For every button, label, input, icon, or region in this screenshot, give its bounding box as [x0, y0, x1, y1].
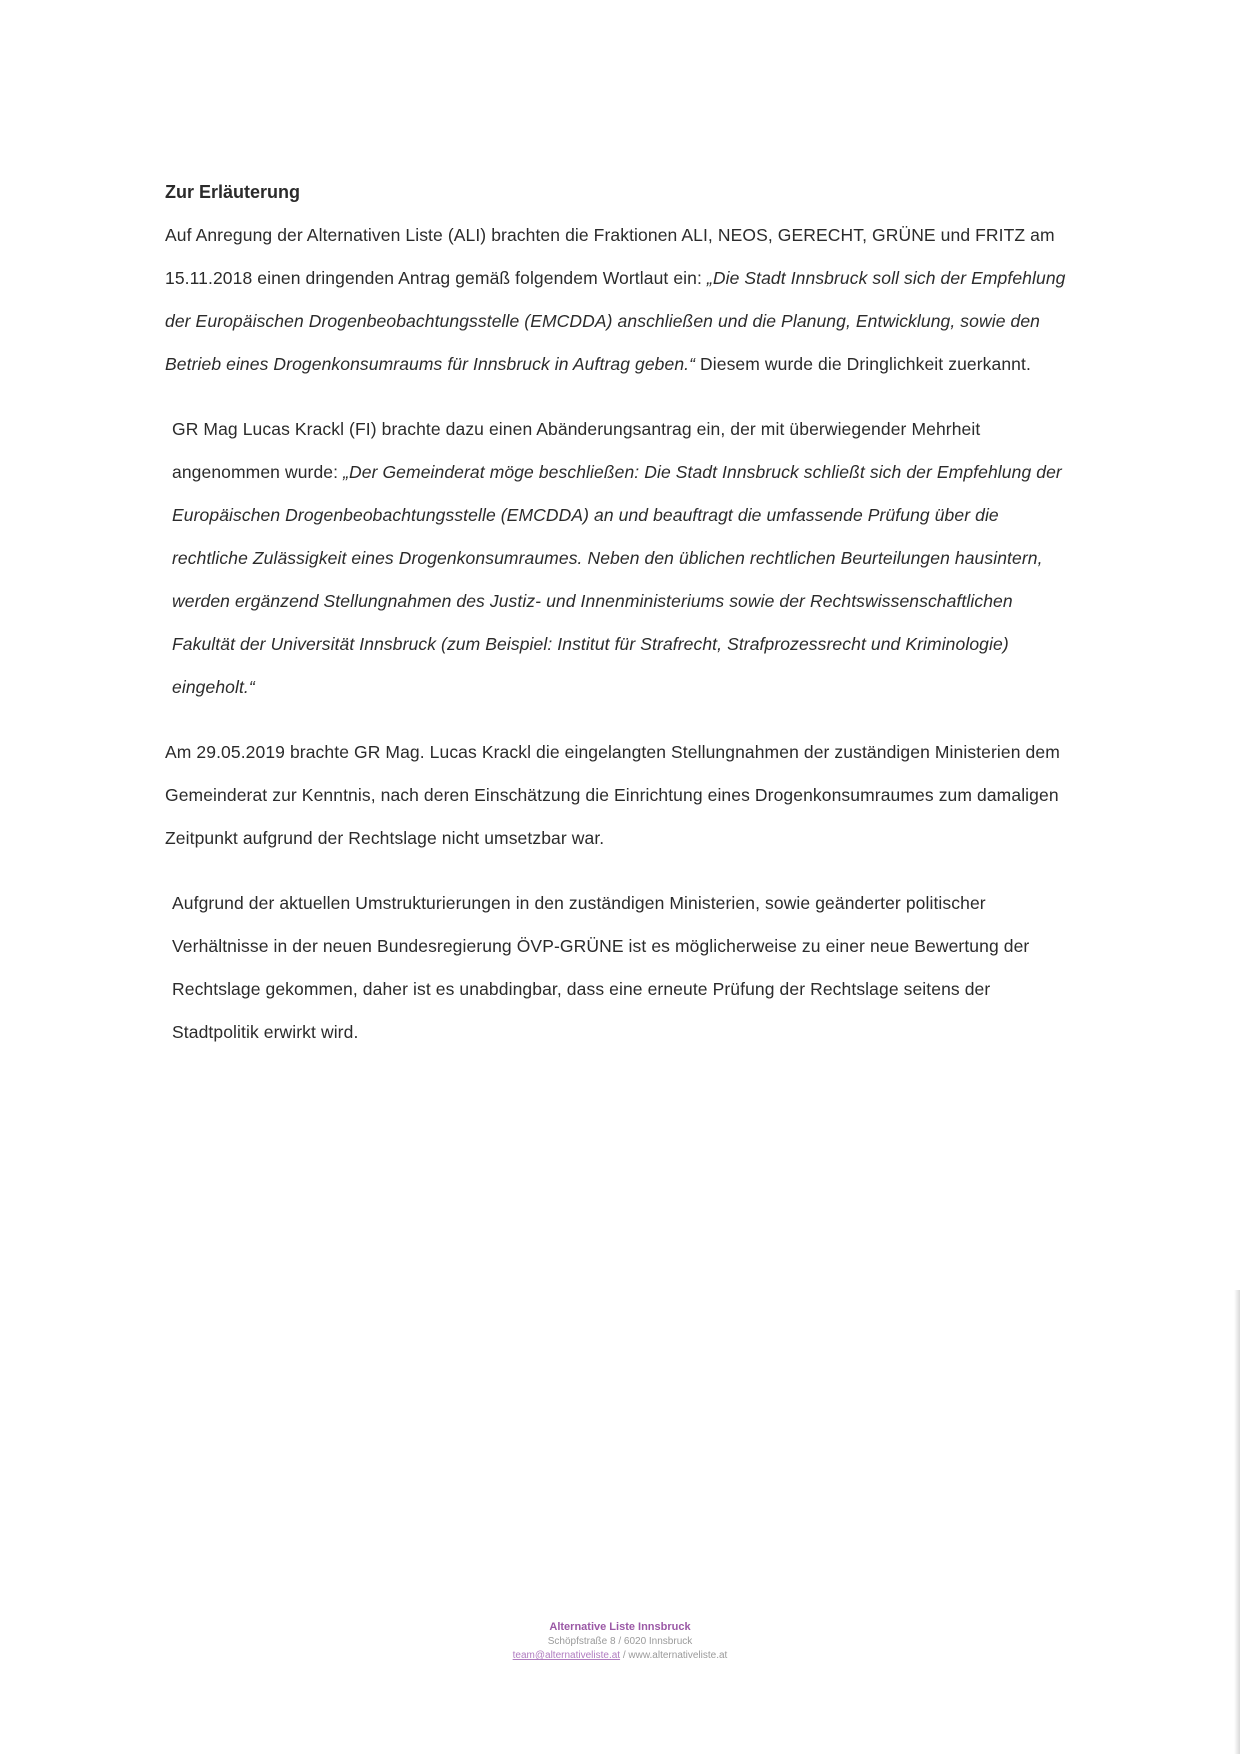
paragraph-3 — [165, 731, 1070, 860]
paragraph-2-text: GR Mag Lucas Krackl (FI) brachte dazu einen Abänderungsantrag ein, der mit überwiegender Mehrheit angenommen wurde: — [172, 419, 981, 482]
paragraph-1-text: Auf Anregung der Alternativen Liste (ALI) brachten die Fraktionen ALI, NEOS, GERECHT, GRÜNE und FRITZ am 15.11.2018 einen dringenden Antrag gemäß folgendem Wortlaut ein: — [165, 225, 1055, 288]
section-heading: Zur Erläuterung — [165, 182, 301, 202]
footer-website-link[interactable]: www.alternativeliste.at — [628, 1650, 728, 1661]
paragraph-1 — [165, 214, 1070, 386]
paragraph-2 — [165, 408, 1070, 709]
page-footer — [0, 1620, 1240, 1663]
footer-organization: Alternative Liste Innsbruck — [549, 1621, 691, 1633]
page-edge-shadow — [1234, 1290, 1240, 1754]
paragraph-4-text: Aufgrund der aktuellen Umstrukturierungen in den zuständigen Ministerien, sowie geänderter politischer Verhältnisse in der neuen Bundesregierung ÖVP-GRÜNE ist es möglicherweise zu einer neue Bewertung der Rechtslage gekommen, daher ist es unabdingbar, dass eine erneute Prüfung der Rechtslage seitens der Stadtpolitik erwirkt wird. — [172, 893, 1030, 1042]
paragraph-1-quote: „Die Stadt Innsbruck soll sich der Empfehlung der Europäischen Drogenbeobachtungsstelle (EMCDDA) anschließen und die Planung, Entwicklung, sowie den Betrieb eines Drogenkonsumraums für Innsbruck in Auftrag geben.“ — [165, 268, 1066, 374]
paragraph-3-text: Am 29.05.2019 brachte GR Mag. Lucas Krackl die eingelangten Stellungnahmen der zuständigen Ministerien dem Gemeinderat zur Kenntnis, nach deren Einschätzung die Einrichtung eines Drogenkonsumraumes zum damaligen Zeitpunkt aufgrund der Rechtslage nicht umsetzbar war. — [165, 742, 1060, 848]
document-body — [165, 180, 1070, 1076]
paragraph-1-tail: Diesem wurde die Dringlichkeit zuerkannt. — [695, 354, 1031, 374]
footer-address: Schöpfstraße 8 / 6020 Innsbruck — [547, 1636, 693, 1647]
paragraph-4 — [165, 882, 1070, 1054]
footer-separator: / — [620, 1650, 629, 1661]
footer-contact — [0, 1649, 1240, 1663]
footer-email-link[interactable]: team@alternativeliste.at — [512, 1650, 621, 1661]
paragraph-2-quote: „Der Gemeinderat möge beschließen: Die Stadt Innsbruck schließt sich der Empfehlung der Europäischen Drogenbeobachtungsstelle (EMCDDA) an und beauftragt die umfassende Prüfung über die rechtliche Zulässigkeit eines Drogenkonsumraumes. Neben den üblichen rechtlichen Beurteilungen hausintern, werden ergänzend Stellungnahmen des Justiz- und Innenministeriums sowie der Rechtswissenschaftlichen Fakultät der Universität Innsbruck (zum Beispiel: Institut für Strafrecht, Strafprozessrecht und Kriminologie) eingeholt.“ — [172, 462, 1062, 697]
